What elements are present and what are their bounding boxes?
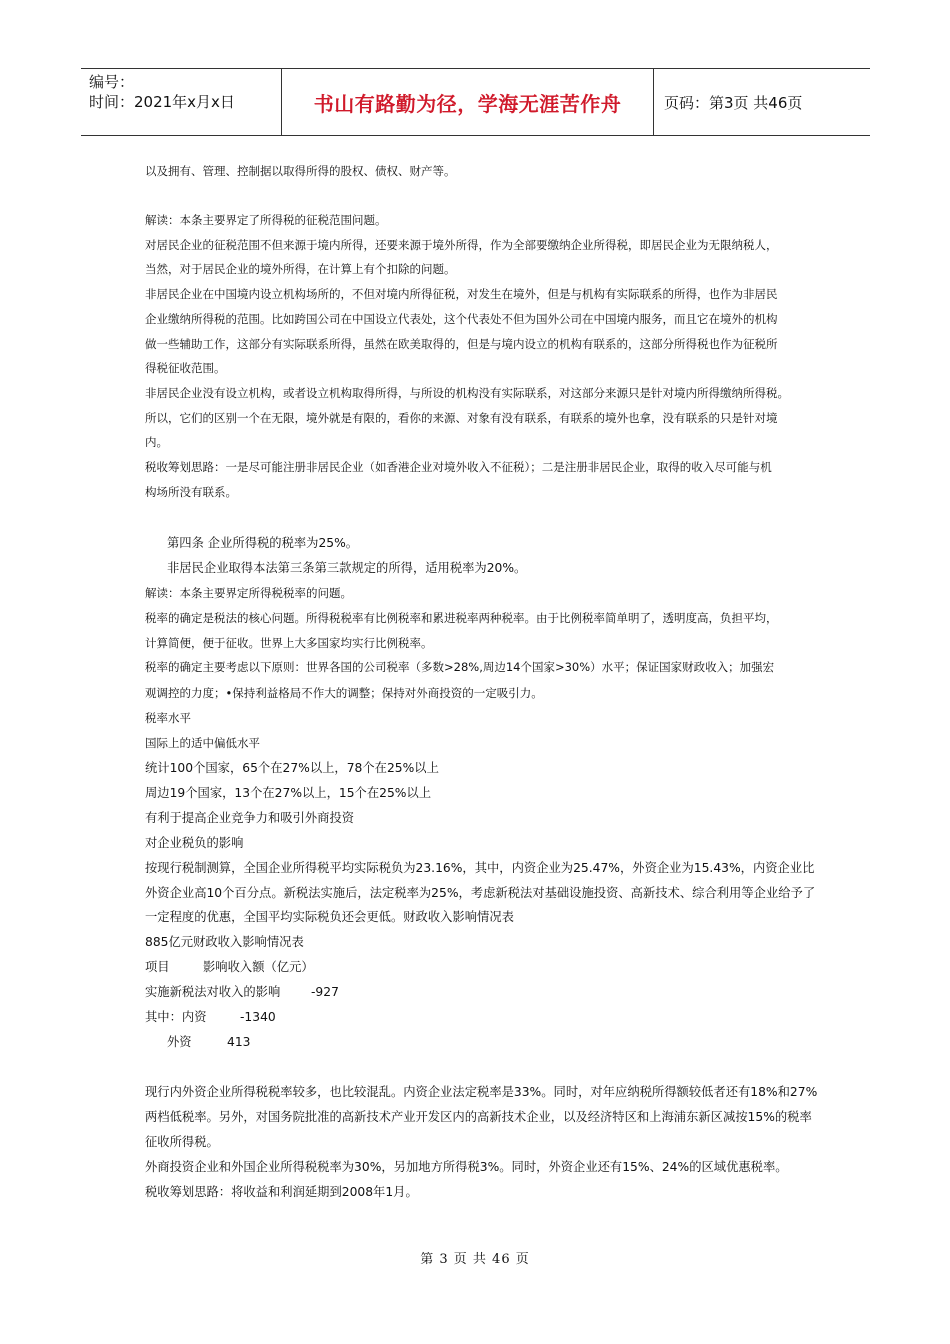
body-line: 所以，它们的区别一个在无限，境外就是有限的，看你的来源、对象有没有联系，有联系的境外也拿，没有联系的只是针对境 (145, 411, 778, 425)
body-line: 观调控的力度；•保持利益格局不作大的调整；保持对外商投资的一定吸引力。 (145, 686, 543, 700)
article-4-title: 第四条 企业所得税的税率为25%。 (167, 536, 359, 550)
body-line: 税率水平 (145, 711, 191, 725)
header-motto-cell (282, 69, 654, 135)
body-line: 有利于提高企业竞争力和吸引外商投资 (145, 811, 355, 825)
body-line: 做一些辅助工作，这部分有实际联系所得，虽然在欧美取得的，但是与境内设立的机构有联系的，这部分所得税也作为征税所 (145, 337, 778, 351)
body-line: 税率的确定主要考虑以下原则：世界各国的公司税率（多数>28%,周边14个国家>30%）水平；保证国家财政收入；加强宏 (145, 660, 775, 674)
table-row-label: 外资 (167, 1035, 192, 1049)
body-line: 两档低税率。另外，对国务院批准的高新技术产业开发区内的高新技术企业，以及经济特区和上海浦东新区减按15%的税率 (145, 1110, 812, 1124)
body-line: 对居民企业的征税范围不但来源于境内所得，还要来源于境外所得，作为全部要缴纳企业所得税，即居民企业为无限纳税人， (145, 238, 778, 252)
header-motto: 书山有路勤为径，学海无涯苦作舟 (313, 91, 622, 116)
body-line: 构场所没有联系。 (145, 485, 237, 499)
body-line: 外商投资企业和外国企业所得税税率为30%，另加地方所得税3%。同时，外资企业还有15%、24%的区域优惠税率。 (145, 1160, 788, 1174)
body-line: 统计100个国家，65个在27%以上，78个在25%以上 (145, 761, 439, 775)
table-row-value: -927 (311, 985, 339, 999)
body-line: 非居民企业没有设立机构，或者设立机构取得所得，与所设的机构没有实际联系，对这部分来源只是针对境内所得缴纳所得税。 (145, 386, 789, 400)
body-line: 非居民企业在中国境内设立机构场所的，不但对境内所得征税，对发生在境外，但是与机构有实际联系的所得，也作为非居民 (145, 287, 778, 301)
page-footer: 第 3 页 共 46 页 (420, 1252, 530, 1267)
table-row-label: 实施新税法对收入的影响 (145, 985, 281, 999)
body-line: 税收筹划思路：将收益和利润延期到2008年1月。 (145, 1185, 418, 1199)
body-line: 得税征收范围。 (145, 361, 226, 375)
body-line: 计算简便，便于征收。世界上大多国家均实行比例税率。 (145, 636, 433, 650)
header-page-info: 页码：第3页 共46页 (664, 93, 803, 112)
table-caption: 885亿元财政收入影响情况表 (145, 935, 304, 949)
body-line: 内。 (145, 435, 168, 449)
page-header (81, 68, 870, 136)
body-line: 非居民企业取得本法第三条第三款规定的所得，适用税率为20%。 (167, 561, 527, 575)
body-line: 解读：本条主要界定了所得税的征税范围问题。 (145, 213, 387, 227)
document-number-label: 编号： (89, 73, 135, 91)
table-row-value: 413 (227, 1035, 251, 1049)
body-line: 税率的确定是税法的核心问题。所得税税率有比例税率和累进税率两种税率。由于比例税率简单明了，透明度高，负担平均， (145, 611, 778, 625)
body-line: 企业缴纳所得税的范围。比如跨国公司在中国设立代表处，这个代表处不但为国外公司在中国境内服务，而且它在境外的机构 (145, 312, 778, 326)
document-date: 时间：2021年x月x日 (89, 93, 235, 111)
body-line: 国际上的适中偏低水平 (145, 736, 260, 750)
body-line: 税收筹划思路：一是尽可能注册非居民企业（如香港企业对境外收入不征税）；二是注册非居民企业，取得的收入尽可能与机 (145, 460, 772, 474)
body-line: 一定程度的优惠，全国平均实际税负还会更低。财政收入影响情况表 (145, 910, 514, 924)
body-line: 按现行税制测算，全国企业所得税平均实际税负为23.16%，其中，内资企业为25.47%，外资企业为15.43%，内资企业比 (145, 861, 815, 875)
header-meta (81, 69, 282, 135)
table-row-label: 其中：内资 (145, 1010, 207, 1024)
body-line: 当然，对于居民企业的境外所得，在计算上有个扣除的问题。 (145, 262, 456, 276)
body-line: 对企业税负的影响 (145, 836, 244, 850)
body-line: 现行内外资企业所得税税率较多，也比较混乱。内资企业法定税率是33%。同时，对年应纳税所得额较低者还有18%和27% (145, 1085, 818, 1099)
body-line: 以及拥有、管理、控制据以取得所得的股权、债权、财产等。 (145, 164, 456, 178)
body-line: 周边19个国家，13个在27%以上，15个在25%以上 (145, 786, 432, 800)
body-line: 解读：本条主要界定所得税税率的问题。 (145, 586, 352, 600)
table-header-item: 项目 (145, 960, 170, 974)
body-line: 征收所得税。 (145, 1135, 219, 1149)
body-line: 外资企业高10个百分点。新税法实施后，法定税率为25%，考虑新税法对基础设施投资、高新技术、综合利用等企业给予了 (145, 886, 816, 900)
table-header-amount: 影响收入额（亿元） (203, 960, 314, 974)
table-row-value: -1340 (240, 1010, 276, 1024)
